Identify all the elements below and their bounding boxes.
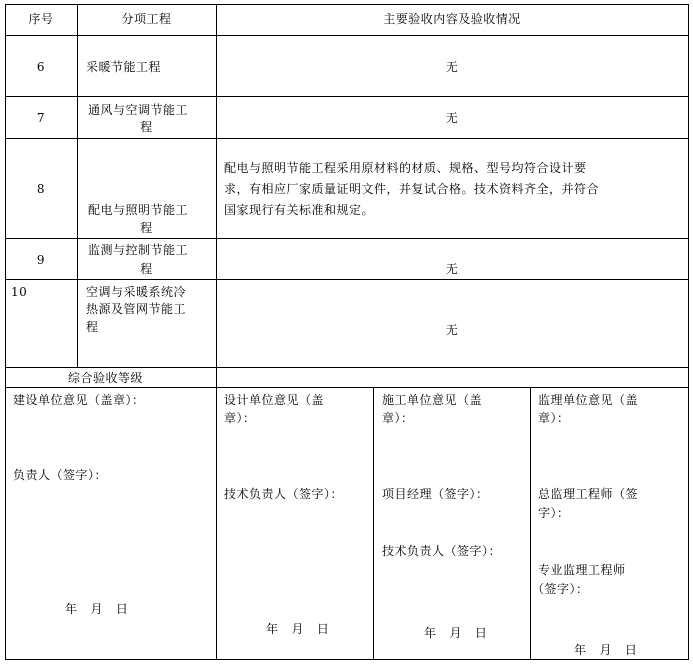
row8-content-line1: 配电与照明节能工程采用原材料的材质、规格、型号均符合设计要 — [224, 161, 587, 175]
construction-unit-title-line1: 施工单位意见（盖 — [382, 393, 483, 407]
supervision-unit-title-line1: 监理单位意见（盖 — [538, 393, 639, 407]
construction-unit-tech: 技术负责人（签字）： — [382, 544, 502, 558]
construction-unit-date: 年 月 日 — [424, 626, 488, 640]
rule-right — [688, 4, 689, 660]
chief-supervisor-line1: 总监理工程师（签 — [538, 487, 639, 501]
build-unit-person: 负责人（签字）： — [13, 468, 108, 482]
row9-name-line2: 程 — [140, 262, 153, 276]
rule-row6-bottom — [5, 96, 689, 97]
rule-bottom — [5, 659, 689, 660]
rule-sign-col-3 — [373, 387, 374, 660]
row9-name-line1: 监测与控制节能工 — [88, 243, 189, 257]
chief-supervisor-line2: 字）： — [538, 506, 570, 520]
row7-content: 无 — [445, 111, 459, 125]
build-unit-title: 建设单位意见（盖章）： — [13, 393, 145, 407]
rule-row7-bottom — [5, 138, 689, 139]
supervision-unit-date: 年 月 日 — [574, 643, 638, 657]
grade-label: 综合验收等级 — [68, 371, 144, 385]
row6-name: 采暖节能工程 — [86, 60, 162, 74]
row8-name-line2: 程 — [140, 221, 153, 235]
rule-row10-bottom — [5, 367, 689, 368]
row10-name-line1: 空调与采暖系统冷 — [86, 285, 187, 299]
design-unit-title-line2: 章）： — [224, 411, 256, 425]
construction-unit-pm: 项目经理（签字）： — [382, 487, 489, 501]
row7-seq: 7 — [36, 111, 46, 125]
row9-content: 无 — [445, 262, 459, 276]
row6-seq: 6 — [36, 60, 46, 74]
design-unit-person: 技术负责人（签字）： — [224, 487, 344, 501]
specialty-supervisor-line2: （签字）： — [532, 582, 589, 596]
rule-left — [5, 4, 6, 660]
rule-header-bottom — [5, 35, 689, 36]
row9-seq: 9 — [36, 253, 46, 267]
design-unit-title-line1: 设计单位意见（盖 — [224, 393, 325, 407]
row10-name-line3: 程 — [86, 320, 99, 334]
row8-seq: 8 — [36, 182, 46, 196]
rule-top — [5, 4, 689, 5]
row7-name-line1: 通风与空调节能工 — [88, 103, 189, 117]
rule-seq-col — [77, 4, 78, 367]
row10-seq: 10 — [11, 285, 28, 299]
row8-content-line2: 求，有相应厂家质量证明文件，并复试合格。技术资料齐全，并符合 — [224, 182, 600, 196]
construction-unit-title-line2: 章）： — [382, 411, 414, 425]
rule-row9-bottom — [5, 279, 689, 280]
row7-name-line2: 程 — [140, 120, 153, 134]
row6-content: 无 — [445, 60, 459, 74]
row10-content: 无 — [445, 323, 459, 337]
supervision-unit-title-line2: 章）： — [538, 411, 570, 425]
header-sub: 分项工程 — [121, 12, 172, 26]
row8-name-line1: 配电与照明节能工 — [88, 203, 189, 217]
build-unit-date: 年 月 日 — [65, 602, 129, 616]
specialty-supervisor-line1: 专业监理工程师 — [538, 563, 626, 577]
row10-name-line2: 热源及管网节能工 — [86, 302, 187, 316]
rule-sign-col-4 — [530, 387, 531, 660]
row8-content-line3: 国家现行有关标准和规定。 — [224, 203, 375, 217]
rule-row8-bottom — [5, 238, 689, 239]
rule-grade-bottom — [5, 387, 689, 388]
header-seq: 序号 — [28, 12, 54, 26]
header-content: 主要验收内容及验收情况 — [383, 12, 521, 26]
design-unit-date: 年 月 日 — [266, 622, 330, 636]
